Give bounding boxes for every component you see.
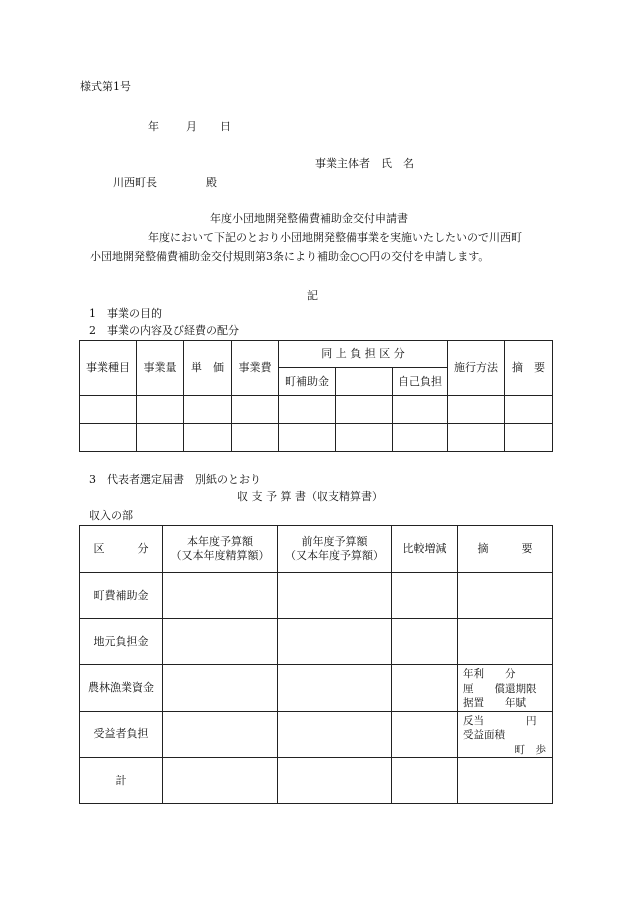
header-summary: 摘 要 bbox=[505, 341, 553, 396]
income-section-label: 収入の部 bbox=[89, 509, 133, 522]
table-row bbox=[80, 573, 553, 619]
addressee-honorific: 殿 bbox=[206, 176, 217, 189]
table-row bbox=[80, 396, 553, 424]
table-cell[interactable] bbox=[80, 396, 137, 424]
table-cell[interactable] bbox=[392, 573, 458, 619]
table-cell[interactable] bbox=[278, 573, 392, 619]
table-cell[interactable] bbox=[392, 665, 458, 712]
row-label-total: 計 bbox=[80, 758, 163, 804]
current-budget-line1: 本年度予算額 bbox=[187, 535, 253, 548]
table-cell[interactable] bbox=[232, 424, 279, 452]
table-cell[interactable] bbox=[232, 396, 279, 424]
table-cell[interactable] bbox=[184, 396, 232, 424]
table-cell[interactable] bbox=[137, 424, 184, 452]
row-label: 受益者負担 bbox=[80, 711, 163, 758]
table-row bbox=[80, 424, 553, 452]
table-cell[interactable] bbox=[137, 396, 184, 424]
applicant-name: 事業主体者 氏 名 bbox=[315, 157, 414, 170]
table-cell[interactable] bbox=[392, 758, 458, 804]
header-project-type: 事業種目 bbox=[80, 341, 137, 396]
table-cell[interactable] bbox=[278, 619, 392, 665]
table-cell[interactable] bbox=[392, 619, 458, 665]
item-1: 1 事業の目的 bbox=[89, 307, 162, 320]
table-cell[interactable] bbox=[336, 424, 393, 452]
table-cell[interactable] bbox=[448, 424, 505, 452]
budget-title: 収 支 予 算 書（収支精算書） bbox=[237, 490, 383, 503]
note-line: 据置 年賦 bbox=[463, 697, 526, 709]
remarks-cell bbox=[458, 711, 553, 758]
header-category: 区 分 bbox=[80, 526, 163, 573]
body-line-1: 年度において下記のとおり小団地開発整備事業を実施いたしたいので川西町 bbox=[148, 231, 522, 244]
table-cell[interactable] bbox=[163, 758, 278, 804]
remarks-cell bbox=[458, 665, 553, 712]
table-cell[interactable] bbox=[458, 619, 553, 665]
table-cell[interactable] bbox=[278, 665, 392, 712]
table-cell[interactable] bbox=[163, 619, 278, 665]
table-cell[interactable] bbox=[458, 758, 553, 804]
table-cell[interactable] bbox=[80, 424, 137, 452]
row-label: 農林漁業資金 bbox=[80, 665, 163, 712]
note-line: 反当 円 bbox=[463, 714, 537, 727]
item-2: 2 事業の内容及び経費の配分 bbox=[89, 324, 239, 337]
document-title: 年度小団地開発整備費補助金交付申請書 bbox=[210, 212, 408, 225]
table-cell[interactable] bbox=[278, 758, 392, 804]
table-cell[interactable] bbox=[279, 424, 336, 452]
table-cell[interactable] bbox=[163, 573, 278, 619]
table-cell[interactable] bbox=[393, 396, 448, 424]
header-unit-price: 単 価 bbox=[184, 341, 232, 396]
table-cell[interactable] bbox=[393, 424, 448, 452]
header-remarks: 摘 要 bbox=[458, 526, 553, 573]
note-line: 年利 分 bbox=[463, 668, 516, 680]
header-burden-division: 同 上 負 担 区 分 bbox=[279, 341, 448, 368]
cost-distribution-table bbox=[79, 340, 553, 452]
header-comparison: 比較増減 bbox=[392, 526, 458, 573]
subheader-blank bbox=[336, 368, 393, 396]
income-budget-table bbox=[79, 525, 553, 804]
header-project-cost: 事業費 bbox=[232, 341, 279, 396]
table-cell[interactable] bbox=[458, 573, 553, 619]
form-number: 様式第1号 bbox=[80, 80, 131, 93]
table-row bbox=[80, 711, 553, 758]
row-label: 地元負担金 bbox=[80, 619, 163, 665]
table-cell[interactable] bbox=[278, 711, 392, 758]
header-execution-method: 施行方法 bbox=[448, 341, 505, 396]
table-row-total bbox=[80, 758, 553, 804]
date-year: 年 bbox=[148, 120, 159, 133]
note-line: 厘 償還期限 bbox=[463, 682, 537, 695]
table-row bbox=[80, 665, 553, 712]
item-3: 3 代表者選定届書 別紙のとおり bbox=[89, 473, 261, 486]
date-month: 月 bbox=[186, 120, 197, 133]
table-cell[interactable] bbox=[163, 711, 278, 758]
table-cell[interactable] bbox=[505, 396, 553, 424]
table-row bbox=[80, 619, 553, 665]
subheader-town-subsidy: 町補助金 bbox=[279, 368, 336, 396]
current-budget-line2: （又本年度精算額） bbox=[170, 549, 270, 562]
previous-budget-line2: （又本年度予算額） bbox=[285, 549, 384, 562]
header-previous-budget bbox=[278, 526, 392, 573]
note-line: 町 歩 bbox=[514, 743, 546, 756]
subheader-self-burden: 自己負担 bbox=[393, 368, 448, 396]
body-line-2: 小団地開発整備費補助金交付規則第3条により補助金○○円の交付を申請します。 bbox=[90, 250, 490, 263]
table-cell[interactable] bbox=[279, 396, 336, 424]
date-day: 日 bbox=[220, 120, 231, 133]
table-cell[interactable] bbox=[163, 665, 278, 712]
header-current-budget bbox=[163, 526, 278, 573]
header-quantity: 事業量 bbox=[137, 341, 184, 396]
table-cell[interactable] bbox=[392, 711, 458, 758]
table-cell[interactable] bbox=[336, 396, 393, 424]
table-cell[interactable] bbox=[184, 424, 232, 452]
row-label: 町費補助金 bbox=[80, 573, 163, 619]
table-cell[interactable] bbox=[505, 424, 553, 452]
ki-heading: 記 bbox=[307, 289, 318, 302]
table-cell[interactable] bbox=[448, 396, 505, 424]
previous-budget-line1: 前年度予算額 bbox=[301, 535, 368, 548]
note-line: 受益面積 bbox=[463, 729, 505, 741]
addressee-name: 川西町長 bbox=[113, 176, 157, 189]
